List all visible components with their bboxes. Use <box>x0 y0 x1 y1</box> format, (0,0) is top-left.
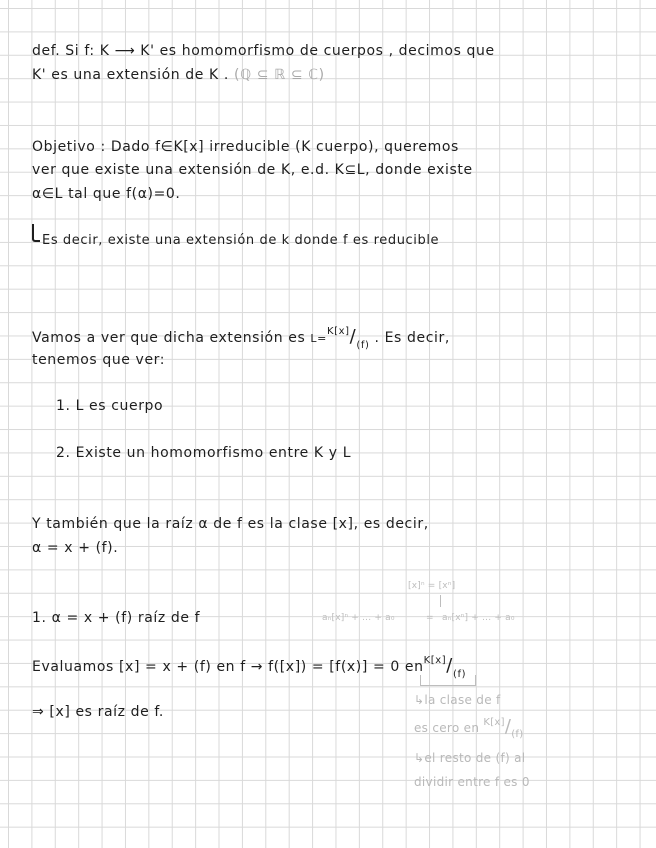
root-claim-line-1: Y también que la raíz α de f es la clase [x], es decir, <box>32 516 429 532</box>
extension-line-2: tenemos que ver: <box>32 352 166 368</box>
evaluation-text: Evaluamos [x] = x + (f) en f → f([x]) = [f(x)] = 0 en <box>32 659 424 675</box>
definition-example: (ℚ ⊆ ℝ ⊆ ℂ) <box>234 67 325 83</box>
arrow-hook-icon <box>32 224 40 242</box>
list-item-2: 2. Existe un homomorfismo entre K y L <box>56 445 352 461</box>
annotation-quotient-denominator: (f) <box>511 729 524 741</box>
objective-line-2: ver que existe una extensión de K, e.d. K⊆L, donde existe <box>32 162 473 178</box>
annotation-note-1: ↳la clase de f <box>414 693 501 707</box>
proof-conclusion: ⇒ [x] es raíz de f. <box>32 704 164 720</box>
annotation-expand-right: aₙ[xⁿ] + ... + a₀ <box>442 613 515 623</box>
objective-line-3: α∈L tal que f(α)=0. <box>32 186 181 202</box>
annotation-expand-eq: = <box>426 613 434 623</box>
quotient-numerator: K[x] <box>326 326 350 338</box>
annotation-note-4: dividir entre f es 0 <box>414 775 530 789</box>
extension-tail: . Es decir, <box>374 330 450 346</box>
annotation-quotient-numerator: K[x] <box>483 717 505 728</box>
annotation-arrow-tick <box>440 595 441 607</box>
quotient-denominator: (f) <box>356 339 370 351</box>
list-item-1: 1. L es cuerpo <box>56 398 164 414</box>
definition-text: K' es una extensión de K . <box>32 67 229 83</box>
annotation-expand-left: aₙ[x]ⁿ + ... + a₀ <box>322 613 395 623</box>
definition-line-2 <box>32 68 325 82</box>
proof-heading: 1. α = x + (f) raíz de f <box>32 610 201 626</box>
extension-line-1: Vamos a ver que dicha extensión es $L=^{K[x]}/_{(f)}$ . Es decir, <box>32 326 450 351</box>
annotation-power: [x]ⁿ = [xⁿ] <box>408 581 456 591</box>
objective-line-1: Objetivo : Dado f∈K[x] irreducible (K cuerpo), queremos <box>32 139 459 155</box>
annotation-note-2-text: es cero en <box>414 721 480 735</box>
root-claim-line-2: α = x + (f). <box>32 540 119 556</box>
annotation-note-3: ↳el resto de (f) al <box>414 751 526 765</box>
eval-quotient-denominator: (f) <box>452 668 467 680</box>
objective-note: Es decir, existe una extensión de k donde f es reducible <box>42 233 440 248</box>
eval-quotient-numerator: K[x] <box>423 655 447 667</box>
annotation-note-2: es cero en $^{K[x]}/_{(f)}$ <box>414 716 524 741</box>
definition-line-1: def. Si f: K ⟶ K' es homomorfismo de cuerpos , decimos que <box>32 43 495 59</box>
annotation-bracket <box>420 675 476 686</box>
extension-text: Vamos a ver que dicha extensión es <box>32 330 306 346</box>
extension-L: L= <box>310 332 327 345</box>
proof-evaluation: Evaluamos [x] = x + (f) en f → f([x]) = [f(x)] = 0 $en^{K[x]}/_{(f)}$ <box>32 655 467 680</box>
